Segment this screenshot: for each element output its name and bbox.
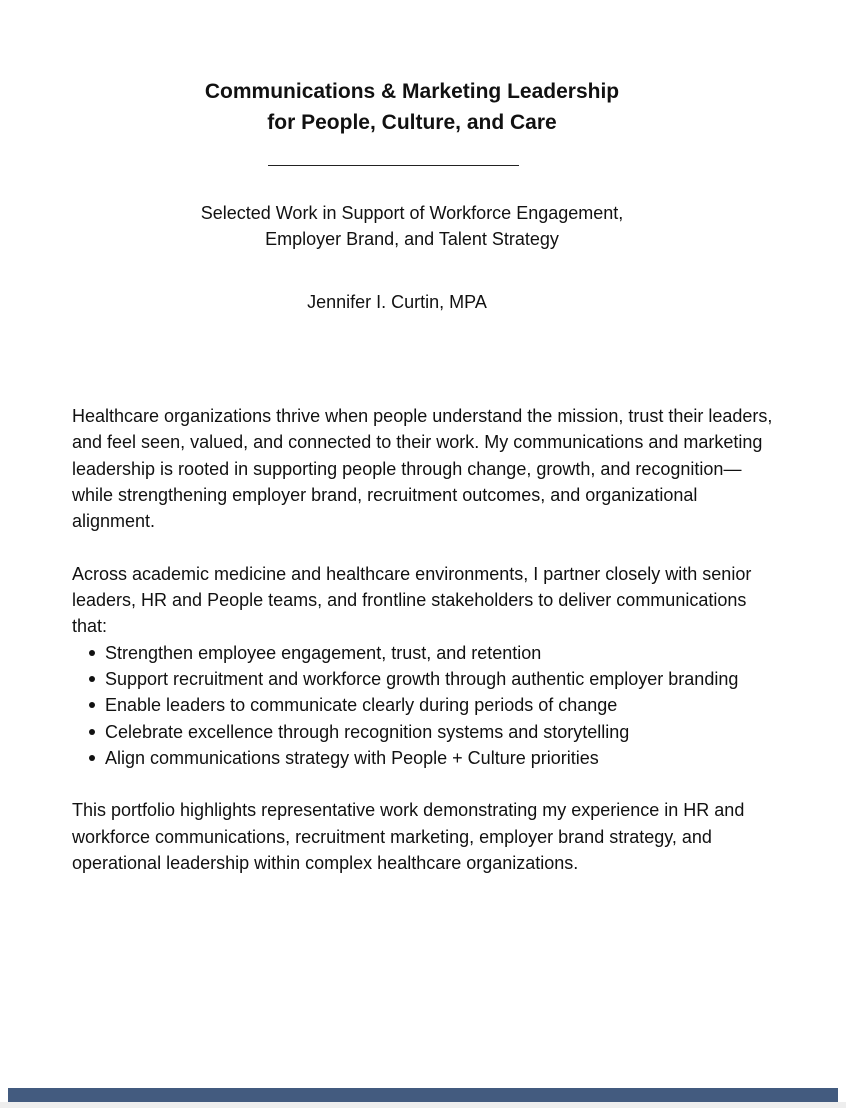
list-item: Align communications strategy with People + Culture priorities <box>105 745 782 771</box>
page-bottom-edge <box>0 1102 846 1108</box>
list-item: Celebrate excellence through recognition systems and storytelling <box>105 719 782 745</box>
title-line-1: Communications & Marketing Leadership <box>204 80 620 103</box>
subtitle <box>0 200 824 252</box>
author-name: Jennifer I. Curtin, MPA <box>307 292 487 312</box>
footer-bar <box>8 1088 838 1102</box>
bullet-list <box>72 640 782 771</box>
list-item: Strengthen employee engagement, trust, and retention <box>105 640 782 666</box>
list-item: Enable leaders to communicate clearly during periods of change <box>105 692 782 718</box>
subtitle-line-1: Selected Work in Support of Workforce Engagement, <box>200 203 624 223</box>
title-line-2: for People, Culture, and Care <box>267 111 557 134</box>
list-item: Support recruitment and workforce growth through authentic employer branding <box>105 666 782 692</box>
closing-paragraph: This portfolio highlights representative work demonstrating my experience in HR and workforce communications, recruitment marketing, employer brand strategy, and operational leadership within complex healthcare organizations. <box>72 800 745 874</box>
body-text <box>72 403 782 876</box>
intro-paragraph: Healthcare organizations thrive when people understand the mission, trust their leaders, and feel seen, valued, and connected to their work. My communications and marketing leadership is rooted in supporting people through change, growth, and recognition—while strengthening employer brand, recruitment outcomes, and organizational alignment. <box>72 406 773 532</box>
subtitle-line-2: Employer Brand, and Talent Strategy <box>265 229 559 249</box>
title-divider <box>268 165 519 166</box>
partner-paragraph: Across academic medicine and healthcare environments, I partner closely with senior leaders, HR and People teams, and frontline stakeholders to deliver communications that: <box>72 563 752 637</box>
page-title <box>0 76 824 138</box>
